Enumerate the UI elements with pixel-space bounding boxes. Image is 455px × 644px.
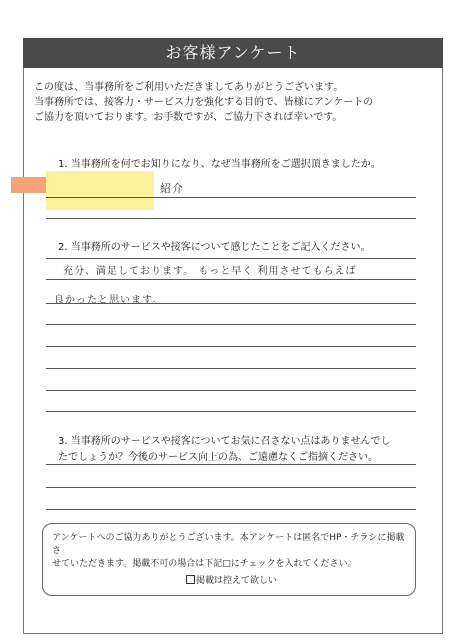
question-3: 3. 当事務所のサービスや接客についてお気に召さない点はありませんでし たでしょうか？今後のサービス向上の為、ご遠慮なくご指摘ください。 bbox=[58, 436, 391, 463]
answer-line bbox=[46, 197, 416, 198]
answer-line bbox=[46, 218, 416, 219]
optout-label: 掲載は控えて欲しい bbox=[196, 576, 278, 586]
question-1: 1. 当事務所を何でお知りになり、なぜ当事務所をご選択頂きましたか。 bbox=[58, 159, 381, 170]
answer-line bbox=[46, 411, 416, 412]
answer-2-line-2: 良かったと思います。 bbox=[54, 295, 164, 306]
question-2: 2. 当事務所のサービスや接客について感じたことをご記入ください。 bbox=[58, 242, 371, 253]
answer-line bbox=[46, 487, 416, 488]
answer-line bbox=[46, 258, 416, 259]
answer-line bbox=[46, 324, 416, 325]
answer-line bbox=[46, 279, 416, 280]
answer-line bbox=[46, 368, 416, 369]
answer-1: 紹介 bbox=[160, 182, 184, 195]
consent-text: アンケートへのご協力ありがとうございます。本アンケートは匿名でHP・チラシに掲載さ せていただきます。掲載不可の場合は下記□にチェックを入れてください。 bbox=[52, 533, 405, 569]
redaction-highlight bbox=[46, 171, 154, 210]
answer-line bbox=[46, 509, 416, 510]
optout-option[interactable] bbox=[186, 573, 277, 586]
answer-line bbox=[46, 390, 416, 391]
answer-line bbox=[46, 464, 416, 465]
optout-checkbox[interactable] bbox=[186, 575, 195, 584]
intro-text: この度は、当事務所をご利用いただきましてありがとうございます。 当事務所では、接客力・サービス力を強化する目的で、皆様にアンケートの ご協力を頂いております。お手数ですが、ご協力下されば幸いです。 bbox=[34, 82, 374, 123]
answer-line bbox=[46, 303, 416, 304]
survey-title: お客様アンケート bbox=[23, 38, 443, 68]
redaction-mark bbox=[11, 177, 49, 193]
answer-2-line-1: 充分、満足しております。 もっと早く 利用させてもらえば bbox=[63, 266, 357, 277]
answer-line bbox=[46, 346, 416, 347]
